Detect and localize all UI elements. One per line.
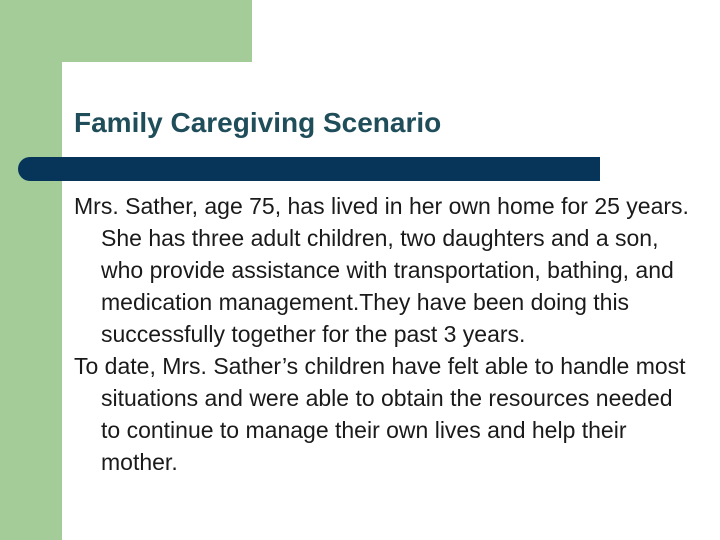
title-underline-bar xyxy=(18,157,600,181)
slide-title: Family Caregiving Scenario xyxy=(74,107,442,138)
body-paragraph-1: Mrs. Sather, age 75, has lived in her own home for 25 years. She has three adult children, two daughters and a son, who provide assistance with transportation, bathing, and medication management.They have been doing this successfully together for the past 3 years. xyxy=(74,193,689,347)
slide-body xyxy=(74,190,694,478)
decorative-green-left-strip xyxy=(0,0,62,540)
body-paragraph-2: To date, Mrs. Sather’s children have felt able to handle most situations and were able to obtain the resources needed to continue to manage their own lives and help their mother. xyxy=(74,353,686,475)
